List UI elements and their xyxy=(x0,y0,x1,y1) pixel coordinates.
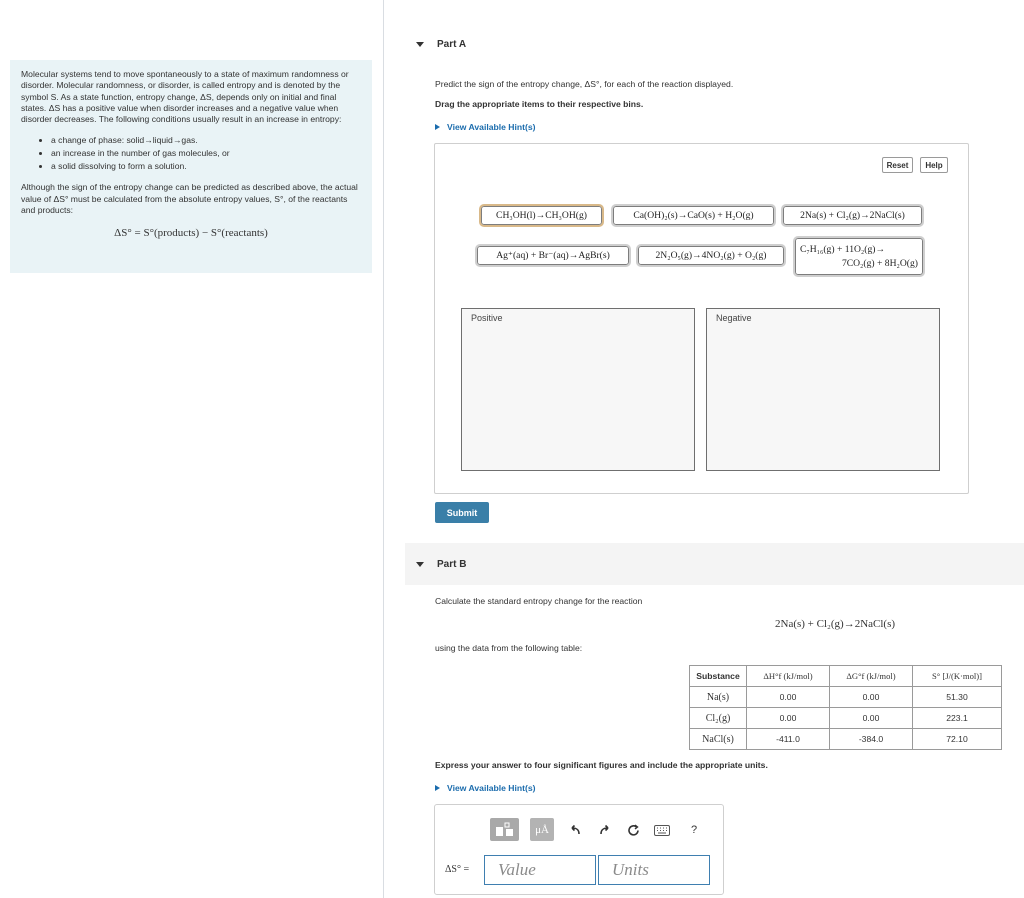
part-b-header[interactable] xyxy=(405,543,1024,585)
entropy-equation: ΔS° = S°(products) − S°(reactants) xyxy=(114,227,268,240)
templates-icon-glyph xyxy=(495,822,515,837)
table-row xyxy=(690,708,1002,729)
part-a-prompt: Predict the sign of the entropy change, ΔS°, for each of the reaction displayed. xyxy=(435,79,734,89)
answer-box xyxy=(434,804,724,895)
table-row xyxy=(690,687,1002,708)
help-button[interactable]: Help xyxy=(920,157,948,173)
hint-label: View Available Hint(s) xyxy=(447,122,536,132)
table-row xyxy=(690,729,1002,750)
positive-bin[interactable] xyxy=(461,308,695,471)
caret-right-icon xyxy=(435,785,440,791)
submit-button[interactable]: Submit xyxy=(435,502,489,523)
draggable-reaction-item[interactable]: Ag⁺(aq) + Br⁻(aq)→AgBr(s) xyxy=(477,246,629,265)
table-cell: 72.10 xyxy=(913,729,1002,750)
help-question-icon[interactable]: ? xyxy=(690,824,698,836)
templates-icon[interactable] xyxy=(490,818,519,841)
table-cell: 0.00 xyxy=(830,687,913,708)
part-a-hint-link[interactable] xyxy=(435,122,536,132)
table-cell: 0.00 xyxy=(830,708,913,729)
column-divider xyxy=(383,0,384,898)
reset-icon[interactable] xyxy=(624,821,642,839)
intro-paragraph-2: Although the sign of the entropy change can be predicted as described above, the actual value of ΔS° must be calculated from the absolute entropy values, S°, of the reactants and products: xyxy=(21,182,358,216)
table-cell: 0.00 xyxy=(747,687,830,708)
undo-icon[interactable] xyxy=(566,821,584,839)
part-a-header[interactable] xyxy=(405,23,1024,65)
part-b-title: Part B xyxy=(437,558,467,570)
thermo-data-table xyxy=(689,665,1002,750)
caret-down-icon[interactable] xyxy=(416,562,424,567)
redo-icon[interactable] xyxy=(596,821,614,839)
part-a-instruction: Drag the appropriate items to their respective bins. xyxy=(435,99,644,109)
intro-bullet-list xyxy=(21,134,361,173)
part-b-prompt: Calculate the standard entropy change for the reaction xyxy=(435,596,643,606)
units-input[interactable]: Units xyxy=(598,855,710,885)
reaction-line-2: 7CO₂(g) + 8H₂O(g) xyxy=(841,257,918,269)
keyboard-icon[interactable] xyxy=(653,821,671,839)
negative-bin-label: Negative xyxy=(716,313,752,323)
part-b-hint-link[interactable] xyxy=(435,783,536,793)
answer-label: ΔS° = xyxy=(445,864,470,875)
table-header: ΔH°f (kJ/mol) xyxy=(747,666,830,687)
table-cell: -384.0 xyxy=(830,729,913,750)
intro-paragraph-1: Molecular systems tend to move spontaneously to a state of maximum randomness or disorder. Molecular randomness, or disorder, is called entropy and is denoted by the symbol S. As a state function, entropy change, ΔS, depends only on initial and final states. ΔS has a positive value when disorder increases and a negative value when disorder decreases. The following conditions usually result in an increase in entropy: xyxy=(21,69,349,125)
table-header-row xyxy=(690,666,1002,687)
table-cell: NaCl(s) xyxy=(690,729,747,750)
table-header: ΔG°f (kJ/mol) xyxy=(830,666,913,687)
express-instruction: Express your answer to four significant figures and include the appropriate units. xyxy=(435,760,768,770)
caret-right-icon xyxy=(435,124,440,130)
table-cell: -411.0 xyxy=(747,729,830,750)
table-cell: Cl₂(g) xyxy=(690,708,747,729)
reset-button[interactable]: Reset xyxy=(882,157,913,173)
caret-down-icon[interactable] xyxy=(416,42,424,47)
table-intro: using the data from the following table: xyxy=(435,643,583,653)
table-cell: 51.30 xyxy=(913,687,1002,708)
draggable-reaction-item[interactable]: 2Na(s) + Cl₂(g)→2NaCl(s) xyxy=(783,206,922,225)
hint-label: View Available Hint(s) xyxy=(447,783,536,793)
value-input[interactable]: Value xyxy=(484,855,596,885)
part-a-title: Part A xyxy=(437,38,467,50)
table-cell: 223.1 xyxy=(913,708,1002,729)
table-header: S° [J/(K·mol)] xyxy=(913,666,1002,687)
intro-bullet: • a solid dissolving to form a solution. xyxy=(51,160,361,173)
intro-bullet: • a change of phase: solid→liquid→gas. xyxy=(51,134,361,147)
units-menu-icon[interactable]: μÅ xyxy=(530,818,554,841)
positive-bin-label: Positive xyxy=(471,313,503,323)
table-cell: 0.00 xyxy=(747,708,830,729)
draggable-reaction-item[interactable]: CH₃OH(l)→CH₃OH(g) xyxy=(481,206,602,225)
draggable-reaction-item[interactable]: Ca(OH)₂(s)→CaO(s) + H₂O(g) xyxy=(613,206,774,225)
negative-bin[interactable] xyxy=(706,308,940,471)
reaction-line-1: C₇H₁₆(g) + 11O₂(g)→ xyxy=(800,243,886,255)
draggable-reaction-item[interactable] xyxy=(795,238,923,275)
part-b-reaction: 2Na(s) + Cl₂(g)→2NaCl(s) xyxy=(775,618,896,630)
intro-panel xyxy=(10,60,372,273)
table-cell: Na(s) xyxy=(690,687,747,708)
table-header: Substance xyxy=(690,666,747,687)
draggable-reaction-item[interactable]: 2N₂O₅(g)→4NO₂(g) + O₂(g) xyxy=(638,246,784,265)
intro-bullet: • an increase in the number of gas molecules, or xyxy=(51,147,361,160)
